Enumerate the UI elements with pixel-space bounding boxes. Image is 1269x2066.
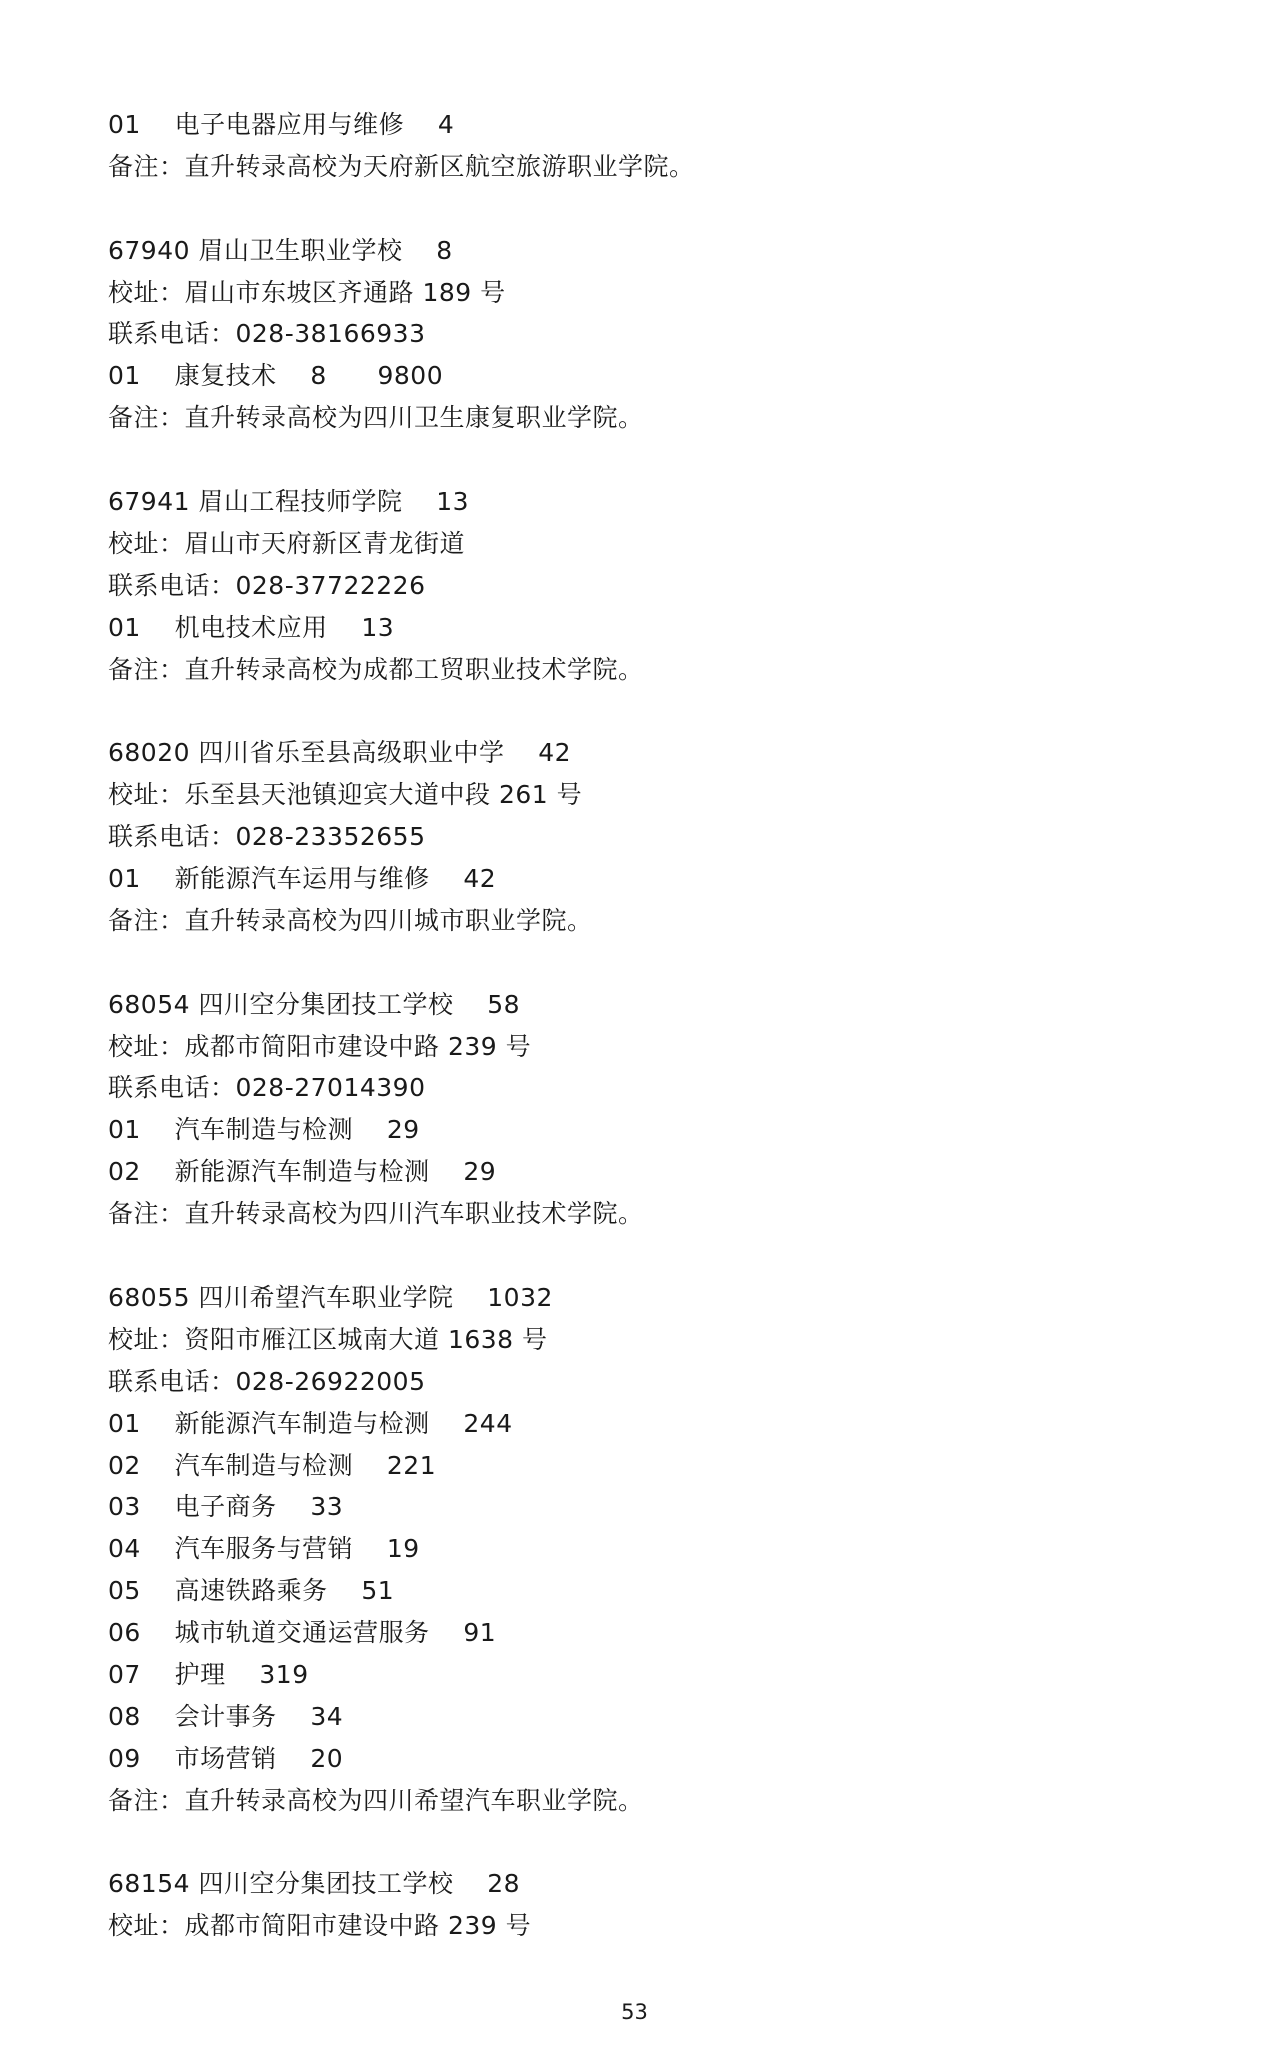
blank-line (108, 1235, 1158, 1277)
blank-line (108, 1822, 1158, 1864)
text-line: 备注：直升转录高校为四川希望汽车职业学院。 (108, 1785, 644, 1815)
text-line: 05 高速铁路乘务 51 (108, 1576, 395, 1606)
text-line: 09 市场营销 20 (108, 1743, 344, 1773)
document-body (108, 104, 1158, 1947)
text-line: 备注：直升转录高校为四川城市职业学院。 (108, 905, 593, 935)
text-line: 02 汽车制造与检测 221 (108, 1450, 437, 1480)
page-number: 53 (621, 2000, 648, 2024)
text-line: 01 汽车制造与检测 29 (108, 1115, 420, 1145)
text-line: 备注：直升转录高校为天府新区航空旅游职业学院。 (108, 151, 695, 181)
text-line: 联系电话：028-26922005 (108, 1366, 426, 1396)
text-line: 备注：直升转录高校为四川汽车职业技术学院。 (108, 1199, 644, 1229)
text-line: 68054 四川空分集团技工学校 58 (108, 989, 521, 1019)
text-line: 68154 四川空分集团技工学校 28 (108, 1869, 521, 1899)
text-line: 校址：成都市简阳市建设中路 239 号 (108, 1911, 532, 1941)
text-line: 校址：眉山市东坡区齐通路 189 号 (108, 277, 506, 307)
text-line: 06 城市轨道交通运营服务 91 (108, 1618, 497, 1648)
blank-line (108, 942, 1158, 984)
text-line: 67940 眉山卫生职业学校 8 (108, 235, 453, 265)
text-line: 68020 四川省乐至县高级职业中学 42 (108, 738, 572, 768)
text-line: 01 机电技术应用 13 (108, 612, 395, 642)
text-line: 校址：资阳市雁江区城南大道 1638 号 (108, 1324, 548, 1354)
text-line: 校址：乐至县天池镇迎宾大道中段 261 号 (108, 780, 583, 810)
text-line: 03 电子商务 33 (108, 1492, 344, 1522)
text-line: 联系电话：028-37722226 (108, 570, 426, 600)
text-line: 02 新能源汽车制造与检测 29 (108, 1157, 497, 1187)
text-line: 07 护理 319 (108, 1659, 309, 1689)
text-line: 68055 四川希望汽车职业学院 1032 (108, 1282, 553, 1312)
blank-line (108, 439, 1158, 481)
blank-line (108, 690, 1158, 732)
text-line: 01 新能源汽车运用与维修 42 (108, 864, 497, 894)
text-line: 01 新能源汽车制造与检测 244 (108, 1408, 513, 1438)
text-line: 校址：眉山市天府新区青龙街道 (108, 528, 466, 558)
text-line: 01 电子电器应用与维修 4 (108, 110, 455, 139)
text-line: 联系电话：028-23352655 (108, 822, 426, 852)
text-line: 04 汽车服务与营销 19 (108, 1534, 420, 1564)
text-line: 联系电话：028-38166933 (108, 319, 426, 349)
text-line: 01 康复技术 8 9800 (108, 361, 444, 391)
text-line: 备注：直升转录高校为四川卫生康复职业学院。 (108, 403, 644, 433)
blank-line (108, 188, 1158, 230)
text-line: 08 会计事务 34 (108, 1701, 344, 1731)
text-line: 校址：成都市简阳市建设中路 239 号 (108, 1031, 532, 1061)
text-line: 备注：直升转录高校为成都工贸职业技术学院。 (108, 654, 644, 684)
text-line: 联系电话：028-27014390 (108, 1073, 426, 1103)
text-line: 67941 眉山工程技师学院 13 (108, 487, 470, 517)
